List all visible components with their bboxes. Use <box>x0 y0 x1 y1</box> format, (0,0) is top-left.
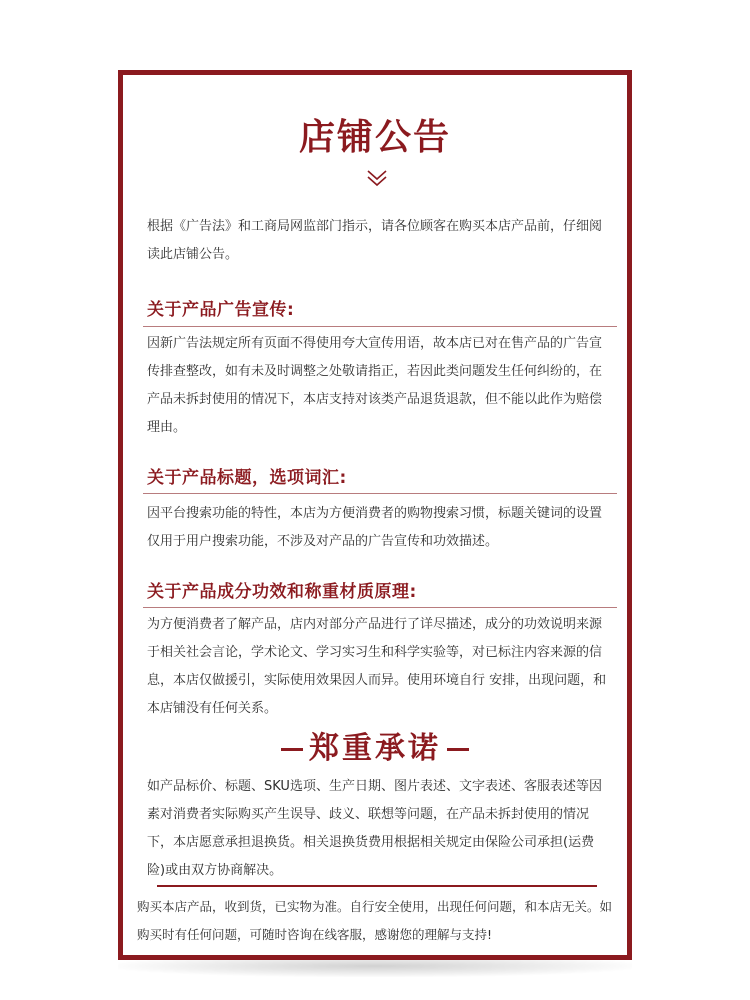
section-heading-ingredients: 关于产品成分功效和称重材质原理: <box>147 582 417 602</box>
double-chevron-down-icon <box>366 167 388 189</box>
intro-text: 根据《广告法》和工商局网监部门指示，请各位顾客在购买本店产品前，仔细阅读此店铺公告。 <box>147 219 603 262</box>
section-divider <box>143 326 617 327</box>
promise-dash-right <box>447 748 469 751</box>
footer-text: 购买本店产品，收到货，已实物为准。自行安全使用，出现任何问题，和本店无关。如购买时有任何问题，可随时咨询在线客服，感谢您的理解与支持! <box>137 899 613 942</box>
promise-title-text: 郑重承诺 <box>309 731 441 766</box>
page-title: 店铺公告 <box>298 117 451 158</box>
promise-title <box>123 723 627 767</box>
promise-body: 如产品标价、标题、SKU选项、生产日期、图片表述、文字表述、客服表述等因素对消费者实际购买产生误导、歧义、联想等问题，在产品未拆封使用的情况下，本店愿意承担退换货。相关退换货费用根据相关规定由保险公司承担(运费险)或由双方协商解决。 <box>147 779 602 878</box>
section-divider <box>143 607 617 608</box>
section-heading-titles: 关于产品标题，选项词汇: <box>147 468 347 488</box>
promise-dash-left <box>281 748 303 751</box>
section-divider <box>143 493 617 494</box>
section-body-titles: 因平台搜索功能的特性，本店为方便消费者的购物搜索习惯，标题关键词的设置仅用于用户搜索功能，不涉及对产品的广告宣传和功效描述。 <box>147 506 603 549</box>
section-body-advertising: 因新广告法规定所有页面不得使用夸大宣传用语，故本店已对在售产品的广告宣传排查整改，如有未及时调整之处敬请指正，若因此类问题发生任何纠纷的，在产品未拆封使用的情况下，本店支持对该类产品退货退款，但不能以此作为赔偿理由。 <box>147 336 603 435</box>
notice-frame <box>118 70 632 960</box>
section-body-ingredients: 为方便消费者了解产品，店内对部分产品进行了详尽描述，成分的功效说明来源于相关社会言论，学术论文、学习实习生和科学实验等，对已标注内容来源的信息，本店仅做援引，实际使用效果因人而异。使用环境自行 安排，出现问题，和本店铺没有任何关系。 <box>147 617 607 716</box>
section-heading-advertising: 关于产品广告宣传: <box>147 300 295 320</box>
footer-divider <box>157 885 597 887</box>
